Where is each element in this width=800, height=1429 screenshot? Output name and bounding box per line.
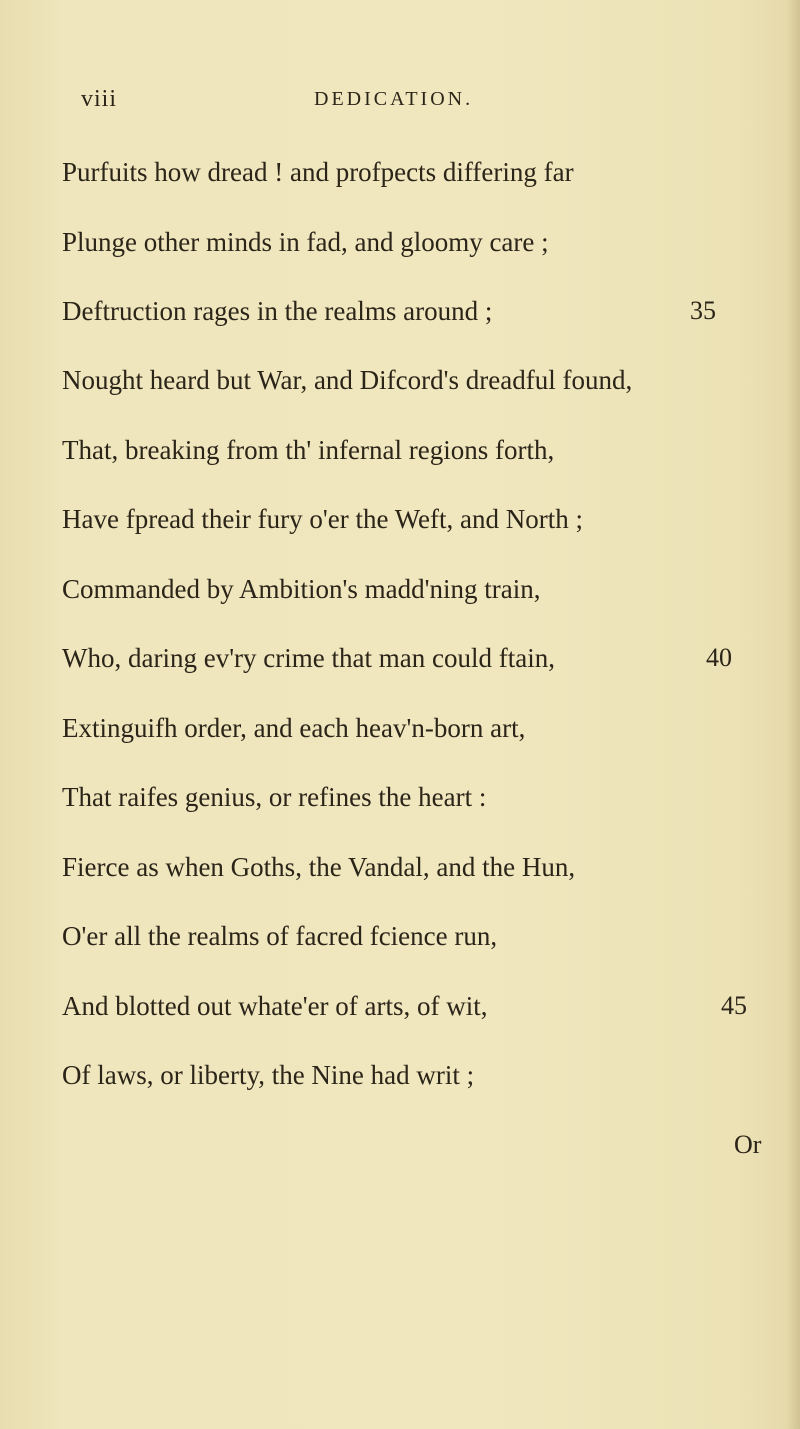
- line-number: 35: [690, 296, 716, 325]
- verse-line: That, breaking from th' infernal regions forth,: [62, 435, 555, 465]
- verse-line: That raifes genius, or refines the heart :: [62, 782, 487, 812]
- page-edge-shadow: [786, 0, 800, 1429]
- page-number: viii: [81, 86, 118, 112]
- verse-line: O'er all the realms of facred fcience run,: [62, 921, 498, 951]
- running-head: DEDICATION.: [314, 88, 474, 110]
- verse-line: Fierce as when Goths, the Vandal, and the Hun,: [62, 852, 576, 882]
- verse-line: Plunge other minds in fad, and gloomy care ;: [62, 227, 549, 257]
- verse-line: Have fpread their fury o'er the Weft, and North ;: [62, 504, 583, 534]
- verse-line: Commanded by Ambition's madd'ning train,: [62, 574, 541, 604]
- verse-line: Who, daring ev'ry crime that man could ftain,: [62, 643, 555, 673]
- verse-line: Extinguifh order, and each heav'n-born art,: [62, 713, 526, 743]
- verse-line: Deftruction rages in the realms around ;: [62, 296, 493, 326]
- verse-line: Of laws, or liberty, the Nine had writ ;: [62, 1060, 475, 1090]
- verse-line: And blotted out whate'er of arts, of wit,: [62, 991, 488, 1021]
- line-number: 40: [706, 643, 732, 672]
- line-number: 45: [721, 991, 747, 1020]
- page-header: [81, 86, 721, 116]
- catchword: Or: [734, 1130, 762, 1159]
- verse-line: Purfuits how dread ! and profpects differing far: [62, 157, 574, 187]
- verse-line: Nought heard but War, and Difcord's dreadful found,: [62, 365, 633, 395]
